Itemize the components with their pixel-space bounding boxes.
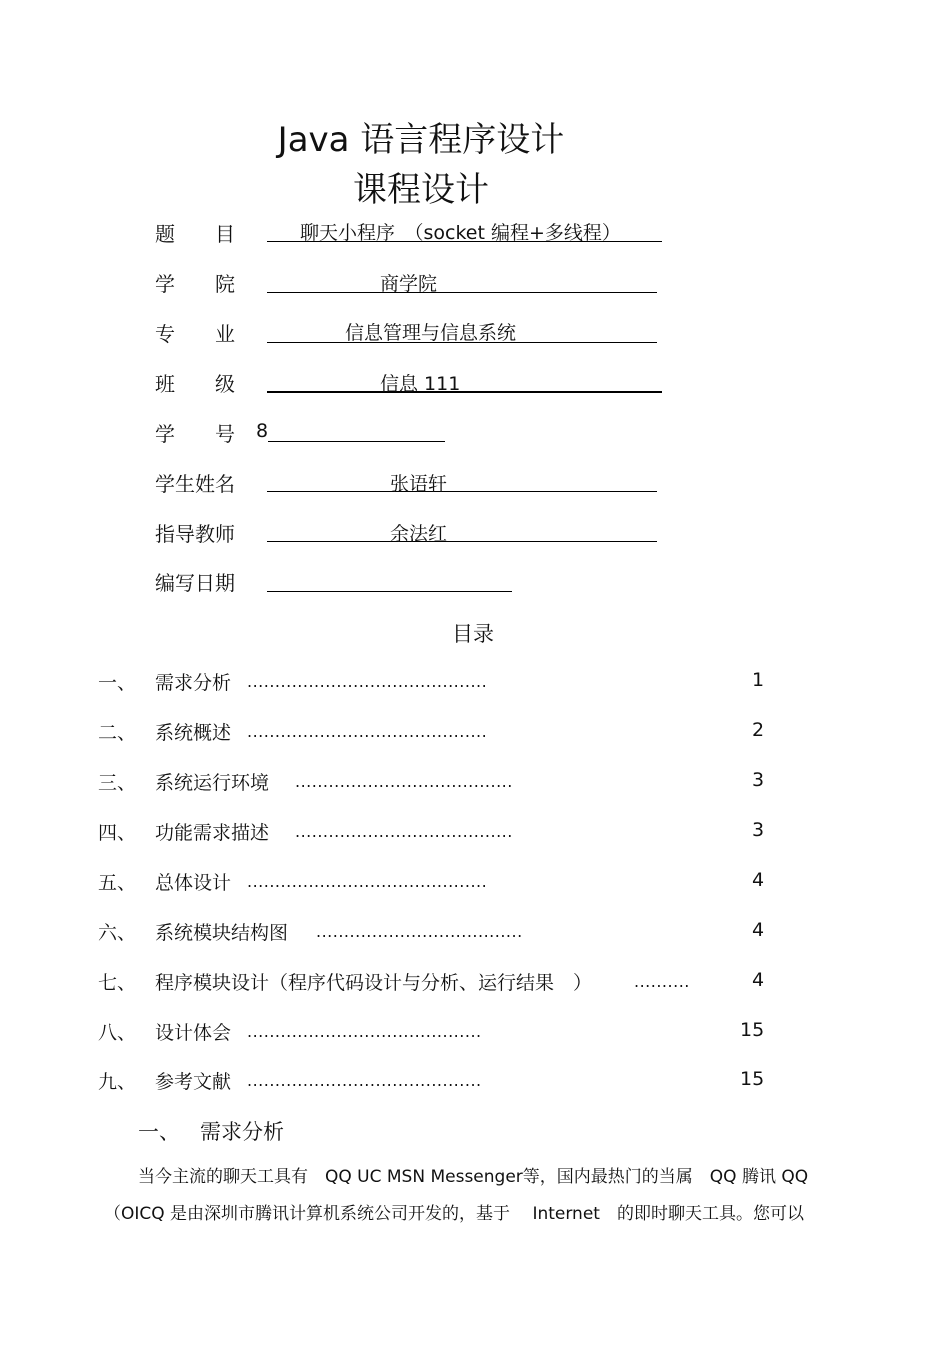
field-value-major: 信息管理与信息系统: [345, 322, 517, 344]
field-line-date: [267, 591, 512, 592]
field-label-topic: 题 目: [155, 222, 235, 246]
field-label-major: 专 业: [155, 322, 235, 346]
toc-item-title: 设计体会: [155, 1022, 232, 1044]
toc-item-leader: ...........................................: [247, 872, 488, 891]
toc-item-leader: .......................................: [295, 822, 513, 841]
field-label-student-id: 学 号: [155, 422, 235, 446]
toc-item-number: 八、: [98, 1022, 137, 1044]
field-value-student-name: 张语轩: [390, 473, 448, 495]
field-value-advisor: 余法红: [390, 523, 448, 545]
toc-item-page: 2: [752, 719, 765, 741]
toc-title: 目录: [452, 622, 494, 646]
toc-item-page: 3: [752, 819, 765, 841]
field-label-class: 班 级: [155, 372, 235, 396]
field-line-student-id: [268, 441, 445, 442]
toc-item-leader: .....................................: [316, 922, 523, 941]
paragraph-line: （OICQ 是由深圳市腾讯计算机系统公司开发的，基于 Internet 的即时聊天工具。您可以: [104, 1204, 804, 1224]
field-value-college: 商学院: [380, 273, 438, 295]
toc-item-number: 九、: [98, 1071, 137, 1093]
toc-item-page: 15: [740, 1019, 765, 1041]
toc-item-number: 三、: [98, 772, 137, 794]
toc-item-number: 七、: [98, 972, 137, 994]
field-label-college: 学 院: [155, 272, 235, 296]
toc-item-number: 五、: [98, 872, 137, 894]
field-label-date: 编写日期: [155, 571, 235, 595]
toc-item-page: 15: [740, 1068, 765, 1090]
field-label-student-name: 学生姓名: [155, 472, 235, 496]
toc-item-page: 1: [752, 669, 765, 691]
doc-title-line1: Java 语言程序设计: [277, 120, 565, 160]
toc-item-leader: ...........................................: [247, 672, 488, 691]
toc-item-leader: ..........: [634, 972, 690, 991]
toc-item-number: 六、: [98, 922, 137, 944]
toc-item-title: 系统模块结构图: [155, 922, 289, 944]
toc-item-number: 二、: [98, 722, 137, 744]
toc-item-title: 总体设计: [155, 872, 232, 894]
toc-item-page: 4: [752, 919, 765, 941]
section-heading: 需求分析: [200, 1120, 284, 1144]
toc-item-title: 系统概述: [155, 722, 232, 744]
toc-item-number: 一、: [98, 672, 137, 694]
toc-item-page: 4: [752, 969, 765, 991]
field-value-class: 信息 111: [380, 373, 461, 395]
toc-item-title: 功能需求描述: [155, 822, 270, 844]
toc-item-page: 3: [752, 769, 765, 791]
paragraph-line: 当今主流的聊天工具有 QQ UC MSN Messenger等，国内最热门的当属 QQ 腾讯 QQ: [138, 1167, 809, 1187]
field-value-topic: 聊天小程序 （socket 编程+多线程）: [300, 222, 621, 244]
doc-title-line2: 课程设计: [353, 170, 489, 210]
field-line-class: [267, 391, 662, 393]
toc-item-title: 需求分析: [155, 672, 232, 694]
toc-item-leader: ...........................................: [247, 722, 488, 741]
toc-item-title: 系统运行环境: [155, 772, 270, 794]
toc-item-leader: .......................................: [295, 772, 513, 791]
toc-item-leader: ..........................................: [247, 1022, 482, 1041]
field-value-student-id: 8: [256, 420, 269, 442]
toc-item-title: 程序模块设计（程序代码设计与分析、运行结果 ）: [155, 972, 593, 994]
toc-item-title: 参考文献: [155, 1071, 232, 1093]
field-label-advisor: 指导教师: [155, 522, 235, 546]
field-line-student-name: [267, 491, 657, 492]
toc-item-number: 四、: [98, 822, 137, 844]
field-line-college: [267, 292, 657, 293]
field-line-advisor: [267, 541, 657, 542]
toc-item-leader: ..........................................: [247, 1071, 482, 1090]
section-number: 一、: [138, 1120, 180, 1144]
toc-item-page: 4: [752, 869, 765, 891]
